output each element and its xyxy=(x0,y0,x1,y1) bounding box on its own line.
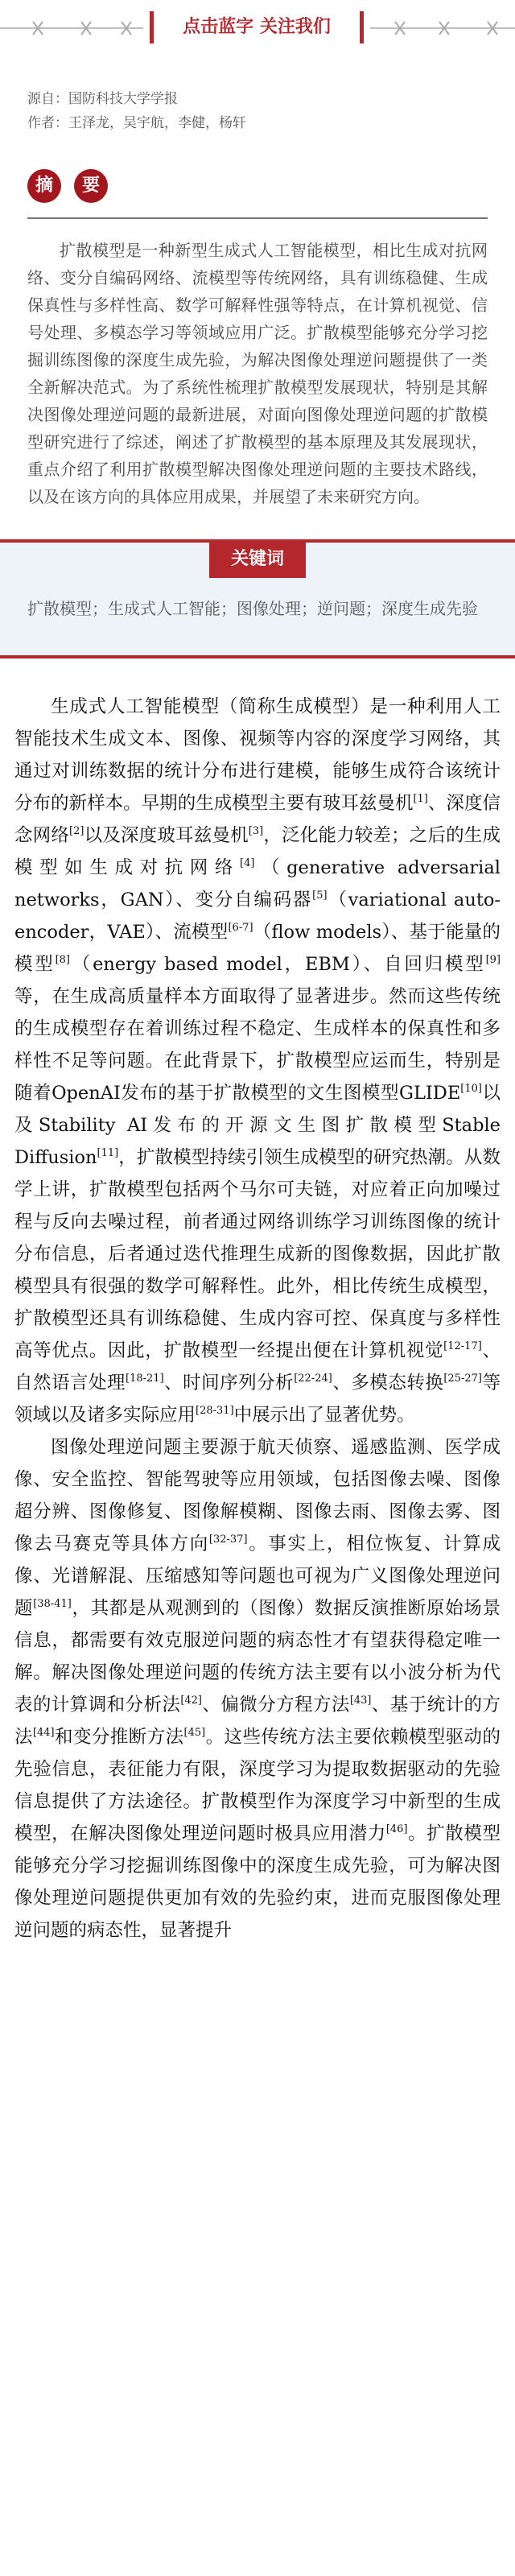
citation[interactable]: [25-27] xyxy=(443,1373,482,1385)
barb-icon xyxy=(439,21,450,35)
abstract-header xyxy=(0,161,515,213)
citation[interactable]: [22-24] xyxy=(294,1373,332,1385)
follow-us-button[interactable]: 点击蓝字 关注我们 xyxy=(150,11,364,43)
keywords-text: 扩散模型；生成式人工智能；图像处理；逆问题；深度生成先验 xyxy=(27,599,478,618)
citation[interactable]: [28-31] xyxy=(196,1405,234,1417)
citation[interactable]: [45] xyxy=(183,1727,206,1739)
citation[interactable]: [46] xyxy=(385,1823,408,1835)
abstract-divider xyxy=(27,217,488,219)
citation[interactable]: [44] xyxy=(32,1727,55,1739)
citation[interactable]: [38-41] xyxy=(33,1598,72,1610)
citation[interactable]: [32-37] xyxy=(208,1534,248,1546)
barb-icon xyxy=(80,21,92,35)
barb-icon xyxy=(121,21,132,35)
citation[interactable]: [8] xyxy=(55,954,71,966)
citation[interactable]: [43] xyxy=(349,1695,372,1707)
citation[interactable]: [18-21] xyxy=(126,1373,164,1385)
abstract-seal-2: 要 xyxy=(74,169,108,203)
citation[interactable]: [42] xyxy=(180,1695,202,1707)
citation[interactable]: [5] xyxy=(312,890,328,902)
barb-icon xyxy=(32,21,43,35)
article-meta xyxy=(0,56,515,135)
citation[interactable]: [10] xyxy=(460,1083,482,1095)
barb-icon xyxy=(487,21,498,35)
author-line: 作者：王泽龙，吴宇航，李健，杨轩 xyxy=(27,115,246,131)
keywords-label: 关键词 xyxy=(209,541,306,578)
body-paragraph: 生成式人工智能模型（简称生成模型）是一种利用人工智能技术生成文本、图像、视频等内容的深度学习网络，其通过对训练数据的统计分布进行建模，能够生成符合该统计分布的新样本。早期的生成模型主要有玻耳兹曼机[1]、深度信念网络[2]以及深度玻耳兹曼机[3]，泛化能力较差；之后的生成模型如生成对抗网络[4]（generative adversarial networks，GAN）、变分自编码器[5]（variational auto-encoder，VAE）、流模型[6-7]（flow models）、基于能量的模型[8]（energy based model，EBM）、自回归模型[9]等，在生成高质量样本方面取得了显著进步。然而这些传统的生成模型存在着训练过程不稳定、生成样本的保真性和多样性不足等问题。在此背景下，扩散模型应运而生，特别是随着OpenAI发布的基于扩散模型的文生图模型GLIDE[10]以及Stability AI发布的开源文生图扩散模型Stable Diffusion[11]，扩散模型持续引领生成模型的研究热潮。从数学上讲，扩散模型包括两个马尔可夫链，对应着正向加噪过程与反向去噪过程，前者通过网络训练学习训练图像的统计分布信息，后者通过迭代推理生成新的图像数据，因此扩散模型具有很强的数学可解释性。此外，相比传统生成模型，扩散模型还具有训练稳健、生成内容可控、保真度与多样性高等优点。因此，扩散模型一经提出便在计算机视觉[12-17]、自然语言处理[18-21]、时间序列分析[22-24]、多模态转换[25-27]等领域以及诸多实际应用[28-31]中展示出了显著优势。 xyxy=(14,696,501,1426)
citation[interactable]: [4] xyxy=(240,857,255,869)
citation[interactable]: [1] xyxy=(413,793,428,805)
follow-banner xyxy=(0,0,515,56)
citation[interactable]: [11] xyxy=(97,1147,119,1159)
citation[interactable]: [2] xyxy=(69,825,84,837)
citation[interactable]: [6-7] xyxy=(228,922,253,934)
citation[interactable]: [9] xyxy=(485,954,501,966)
citation[interactable]: [3] xyxy=(248,825,264,837)
source-line: 源自：国防科技大学学报 xyxy=(27,91,178,107)
body-paragraph: 图像处理逆问题主要源于航天侦察、遥感监测、医学成像、安全监控、智能驾驶等应用领域，包括图像去噪、图像超分辨、图像修复、图像解模糊、图像去雨、图像去雾、图像去马赛克等具体方向[32-37]。事实上，相位恢复、计算成像、光谱解混、压缩感知等问题也可视为广义图像处理逆问题[38-41]，其都是从观测到的（图像）数据反演推断原始场景信息，都需要有效克服逆问题的病态性才有望获得稳定唯一解。解决图像处理逆问题的传统方法主要有以小波分析为代表的计算调和分析法[42]、偏微分方程方法[43]、基于统计的方法[44]和变分推断方法[45]。这些传统方法主要依赖模型驱动的先验信息，表征能力有限，深度学习为提取数据驱动的先验信息提供了方法途径。扩散模型作为深度学习中新型的生成模型，在解决图像处理逆问题时极具应用潜力[46]。扩散模型能够充分学习挖掘训练图像中的深度生成先验，可为解决图像处理逆问题提供更加有效的先验约束，进而克服图像处理逆问题的病态性，显著提升 xyxy=(14,1437,501,1941)
barb-icon xyxy=(394,21,406,35)
citation[interactable]: [12-17] xyxy=(443,1340,482,1352)
abstract-text: 扩散模型是一种新型生成式人工智能模型，相比生成对抗网络、变分自编码网络、流模型等传统网络，具有训练稳健、生成保真性与多样性高、数学可解释性强等特点，在计算机视觉、信号处理、多模态学习等领域应用广泛。扩散模型能够充分学习挖掘训练图像的深度生成先验，为解决图像处理逆问题提供了一类全新解决范式。为了系统性梳理扩散模型发展现状，特别是其解决图像处理逆问题的最新进展，对面向图像处理逆问题的扩散模型研究进行了综述，阐述了扩散模型的基本原理及其发展现状，重点介绍了利用扩散模型解决图像处理逆问题的主要技术路线，以及在该方向的具体应用成果，并展望了未来研究方向。 xyxy=(27,241,488,506)
keywords-panel xyxy=(0,543,515,655)
abstract-seal-1: 摘 xyxy=(27,169,61,203)
article-body xyxy=(0,658,515,1946)
